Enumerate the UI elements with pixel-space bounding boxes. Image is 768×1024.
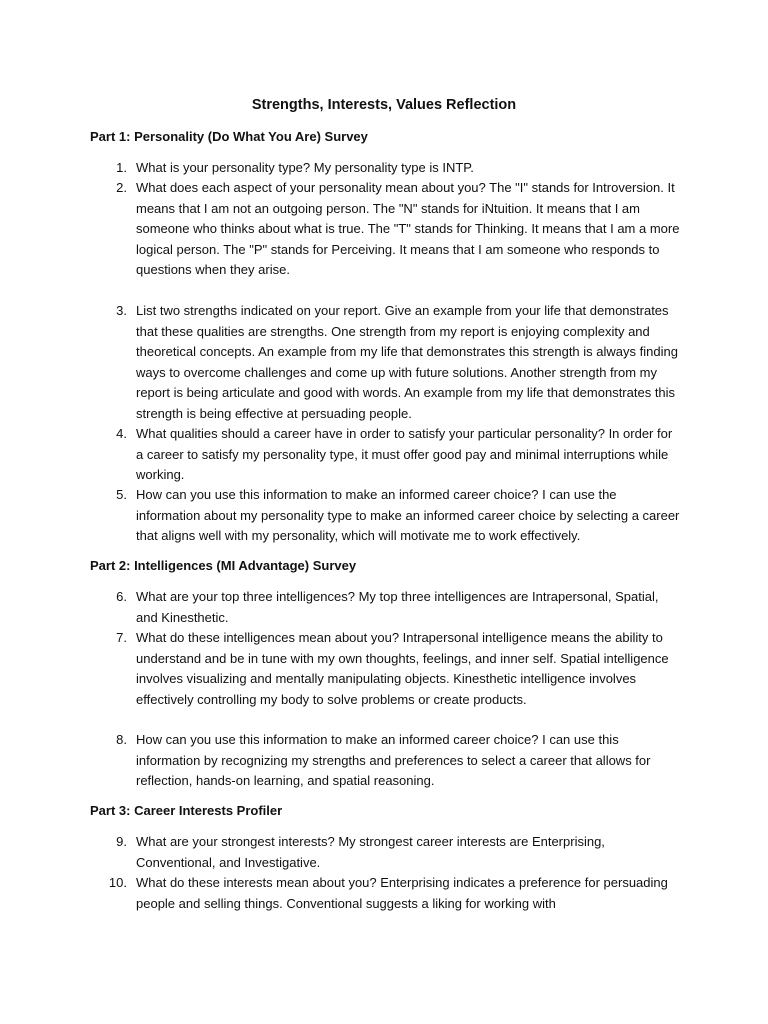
item-number: 7.	[116, 630, 127, 645]
item-number: 10.	[108, 875, 127, 890]
item-number: 1.	[116, 160, 127, 175]
item-number: 5.	[116, 487, 127, 502]
item-text: What are your top three intelligences? My top three intelligences are Intrapersonal, Spatial, and Kinesthetic.	[136, 589, 659, 625]
item-text: What do these interests mean about you? Enterprising indicates a preference for persuading people and selling things. Conventional suggests a liking for working with	[136, 875, 668, 911]
item-text: What qualities should a career have in order to satisfy your particular personality? In order for a career to satisfy my personality type, it must offer good pay and minimal interruptions while working.	[136, 426, 673, 483]
item-text: How can you use this information to make an informed career choice? I can use this information by recognizing my strengths and preferences to select a career that allows for reflection, hands-on learning, and spatial reasoning.	[136, 732, 651, 789]
item-text: How can you use this information to make an informed career choice? I can use the information about my personality type to make an informed career choice by selecting a career that aligns well with my personality, which will motivate me to work effectively.	[136, 487, 680, 544]
item-text: What do these intelligences mean about you? Intrapersonal intelligence means the ability to understand and be in tune with my own thoughts, feelings, and inner self. Spatial intelligence involves visualizing and mentally manipulating objects. Kinesthetic intelligence involves effectively controlling my body to solve problems or create products.	[136, 630, 669, 707]
item-text: List two strengths indicated on your report. Give an example from your life that demonstrates that these qualities are strengths. One strength from my report is enjoying complexity and theoretical concepts. An example from my life that demonstrates this strength is always finding ways to overcome challenges and come up with future solutions. Another strength from my report is being articulate and good with words. An example from my life that demonstrates this strength is being effective at persuading people.	[136, 303, 678, 421]
document-title: Strengths, Interests, Values Reflection	[251, 97, 517, 113]
item-text: What are your strongest interests? My strongest career interests are Enterprising, Conventional, and Investigative.	[136, 834, 605, 870]
item-text: What does each aspect of your personality mean about you? The "I" stands for Introversion. It means that I am not an outgoing person. The "N" stands for iNtuition. It means that I am someone who thinks about what is true. The "T" stands for Thinking. It means that I am a more logical person. The "P" stands for Perceiving. It means that I am someone who responds to questions when they arise.	[136, 180, 680, 278]
item-text: What is your personality type? My personality type is INTP.	[136, 160, 474, 175]
item-number: 4.	[116, 426, 127, 441]
item-number: 2.	[116, 180, 127, 195]
item-number: 3.	[116, 303, 127, 318]
part1-heading: Part 1: Personality (Do What You Are) Survey	[90, 129, 368, 144]
item-number: 6.	[116, 589, 127, 604]
item-number: 8.	[116, 732, 127, 747]
item-number: 9.	[116, 834, 127, 849]
part2-heading: Part 2: Intelligences (MI Advantage) Survey	[90, 558, 357, 573]
part3-heading: Part 3: Career Interests Profiler	[90, 803, 283, 818]
